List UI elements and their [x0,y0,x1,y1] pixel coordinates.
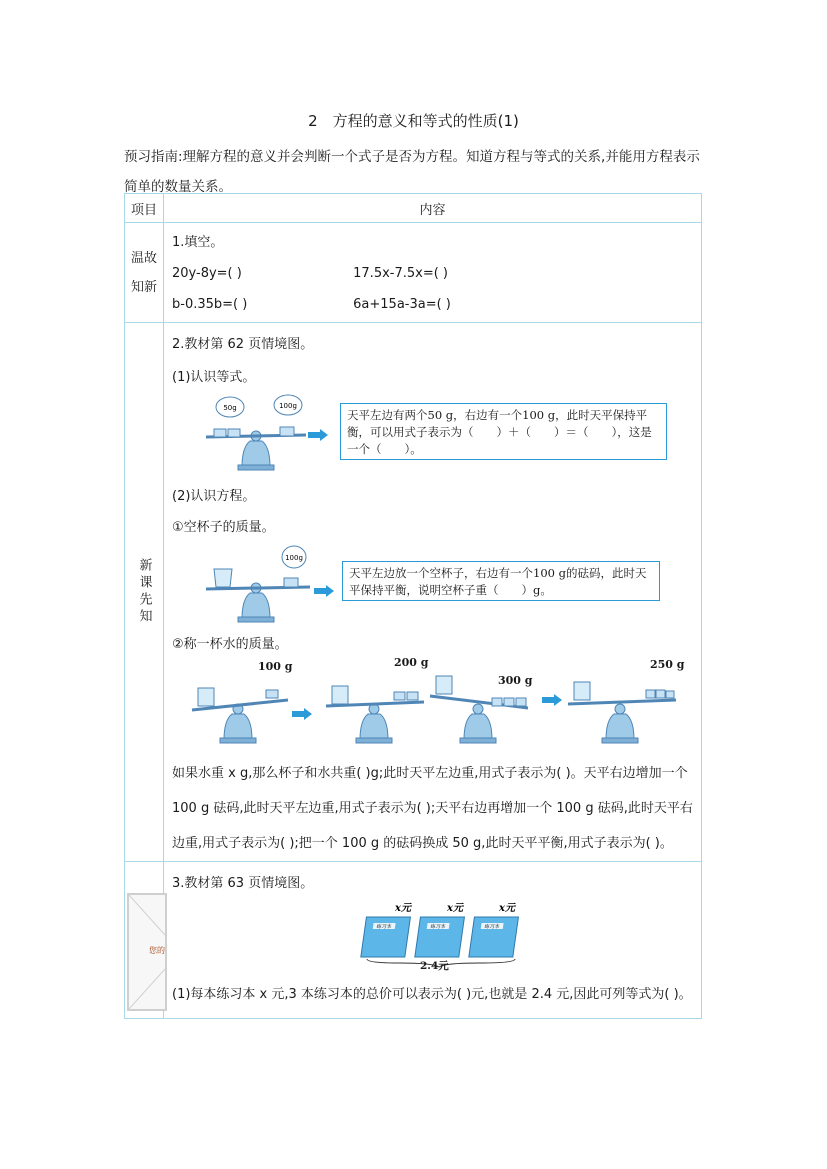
empty-cup-description-box: 天平左边放一个空杯子，右边有一个100 g的砝码，此时天平保持平衡，说明空杯子重（ ）g。 [342,561,660,601]
new-lesson-label: 新课先知 [136,558,152,626]
book-3-price: x元 [499,903,515,914]
new-lesson-row [125,323,702,862]
empty-cup-scene [172,543,693,629]
review-exercise-1: 20y-8y=( ) [172,266,242,281]
new-lesson-heading: 2.教材第 62 页情境图。 [172,337,314,352]
header-content: 内容 [164,194,702,223]
water-scale-1 [188,666,298,746]
book-2-price: x元 [447,903,463,914]
arrow-right-icon [292,708,312,720]
books-scene [172,899,693,971]
equation-scene [172,393,693,477]
review-exercise-3: b-0.35b=( ) [172,297,248,312]
book-2-title: 练习本 [430,924,446,930]
arrow-right-icon [314,585,334,597]
table-header-row [125,194,702,223]
tag-100g: 100g [279,402,297,410]
book-3-title: 练习本 [484,924,500,930]
page-title: 2 方程的意义和等式的性质(1) [308,112,519,130]
weight-label-3: 300 g [498,674,533,687]
water-scale-4 [564,666,684,746]
water-question-paragraph: 如果水重 x g,那么杯子和水共重( )g;此时天平左边重,用式子表示为( )。天平右边增加一个 100 g 砝码,此时天平左边重,用式子表示为( );天平右边再增加一个 100 g 砝码,此时天平右边重,用式子表示为( );把一个 100 g 的砝码换成 50 g,此时天平平衡,用式子表示为( )。 [172,766,693,851]
review-exercise-4: 6a+15a-3a=( ) [353,297,451,312]
weight-label-1: 100 g [258,660,293,673]
books-heading: 3.教材第 63 页情境图。 [172,876,314,891]
water-scale-2 [322,666,432,746]
preview-guide: 预习指南:理解方程的意义并会判断一个式子是否为方程。知道方程与等式的关系,并能用方程表示简单的数量关系。 [124,149,700,195]
sub-heading-empty-cup: ①空杯子的质量。 [172,520,275,535]
sub-heading-equation: (1)认识等式。 [172,370,256,385]
weight-label-4: 250 g [650,658,685,671]
books-question-1: (1)每本练习本 x 元,3 本练习本的总价可以表示为( )元,也就是 2.4 元,因此可列等式为( )。 [172,987,692,1002]
balance-scale-illustration [196,393,316,477]
arrow-right-icon [308,429,328,441]
books-row [125,862,702,1019]
sub-heading-water: ②称一杯水的质量。 [172,637,288,652]
note-image [127,893,167,1011]
sub-heading-equation-concept: (2)认识方程。 [172,489,256,504]
review-label: 温故知新 [130,250,157,295]
note-text: 您的 [149,946,165,955]
review-row [125,223,702,323]
equation-description-box: 天平左边有两个50 g，右边有一个100 g，此时天平保持平衡，可以用式子表示为（ ）＋（ ）＝（ ），这是一个（ ）。 [340,403,667,460]
book-1-title: 练习本 [376,924,392,930]
content-table [124,193,702,1019]
cup-scale-illustration [200,543,330,629]
weight-label-2: 200 g [394,656,429,669]
review-exercise-2: 17.5x-7.5x=( ) [353,266,449,281]
header-item: 项目 [125,194,164,223]
arrow-right-icon [542,694,562,706]
tag-50g: 50g [223,404,237,412]
review-heading: 1.填空。 [172,235,224,250]
book-1-price: x元 [395,903,411,914]
water-weighing-scene [172,656,693,754]
books-total-label: 2.4元 [420,960,449,972]
tag-100g-cup: 100g [285,554,303,562]
